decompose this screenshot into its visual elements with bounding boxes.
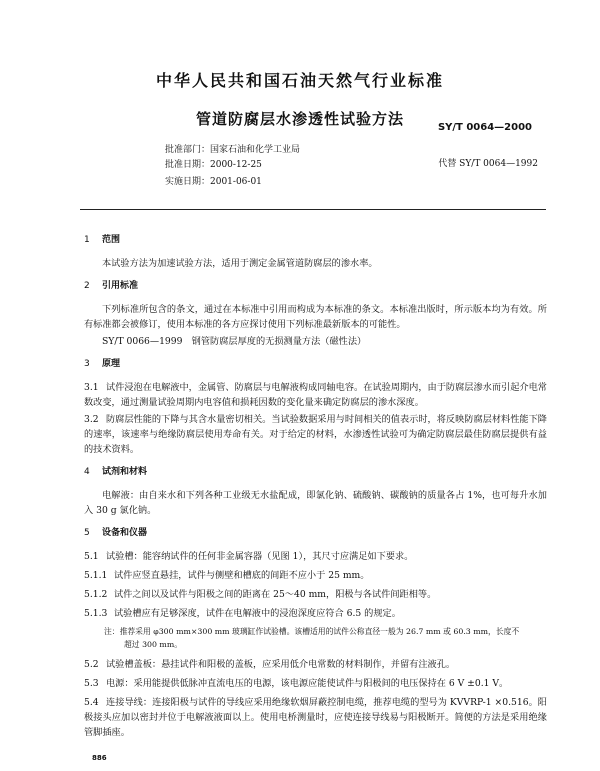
paragraph: 电解液：由自来水和下列各种工业级无水盐配成，即氯化钠、硫酸钠、碳酸钠的质量各占 1%，也可每升水加入 30 g 氯化钠。 — [84, 490, 547, 516]
clause: 3.1 试件浸泡在电解液中，金属管、防腐层与电解液构成同轴电容。在试验周期内，由于防腐层渗水而引起介电常数改变，通过测量试验周期内电容值和损耗因数的变化量来确定防腐层的渗水深度。 — [84, 382, 547, 408]
clause: 3.2 防腐层性能的下降与其含水量密切相关。当试验数据采用与时间相关的值表示时，将反映防腐层材料性能下降的速率，该速率与绝缘防腐层使用寿命有关。对于给定的材料，水渗透性试验可为确定防腐层最佳防腐层提供有益的技术资料。 — [84, 414, 547, 455]
approved-date: 批准日期：2000-12-25 — [165, 160, 262, 170]
clause: 5.1 试验槽：能容纳试件的任何非金属容器（见图 1），其尺寸应满足如下要求。 — [84, 551, 414, 562]
clause: 5.4 连接导线：连接阳极与试件的导线应采用绝缘软烟屏蔽控制电缆，推荐电缆的型号为 KVVRP-1 ×0.516。阳极接头应加以密封并位于电解液液面以上。使用电桥测量时，应使连接导线易与阳极断开。简便的方法是采用绝缘管脚插座。 — [84, 697, 547, 738]
section-heading: 2 引用标准 — [84, 281, 139, 291]
standard-number: SY/T 0064—2000 — [437, 122, 532, 133]
section-heading: 1 范围 — [84, 235, 121, 245]
clause: 5.1.1 试件应竖直悬挂，试件与侧壁和槽底的间距不应小于 25 mm。 — [84, 570, 370, 581]
approved-by: 批准部门：国家石油和化学工业局 — [165, 145, 301, 155]
header-divider — [80, 209, 546, 210]
section-heading: 5 设备和仪器 — [84, 528, 148, 538]
clause: 5.1.2 试件之间以及试件与阳极之间的距离在 25～40 mm，阳极与各试件间距相等。 — [84, 589, 437, 600]
section-heading: 4 试剂和材料 — [84, 467, 148, 477]
document-title: 管道防腐层水渗透性试验方法 — [195, 110, 404, 128]
reference-item: SY/T 0066—1999 钢管防腐层厚度的无损测量方法（磁性法） — [102, 336, 367, 347]
section-heading: 3 原理 — [84, 359, 121, 369]
note: 注：推荐采用 φ300 mm×300 mm 玻璃缸作试验槽。该槽适用的试件公称直径一般为 26.7 mm 或 60.3 mm，长度不 超过 300 mm。 — [104, 627, 520, 649]
document-body — [84, 233, 547, 748]
page-number: 886 — [92, 754, 107, 762]
clause: 5.3 电源：采用能提供低脉冲直流电压的电源，该电源应能使试件与阳极间的电压保持在 6 V ±0.1 V。 — [84, 678, 509, 689]
issuing-organization: 中华人民共和国石油天然气行业标准 — [155, 71, 444, 90]
clause: 5.1.3 试验槽应有足够深度，试件在电解液中的浸泡深度应符合 6.5 的规定。 — [84, 608, 401, 619]
replaces-standard: 代替 SY/T 0064—1992 — [438, 159, 538, 169]
paragraph: 本试验方法为加速试验方法，适用于测定金属管道防腐层的渗水率。 — [102, 258, 378, 269]
effective-date: 实施日期：2001-06-01 — [165, 177, 262, 187]
paragraph: 下列标准所包含的条文，通过在本标准中引用而构成为本标准的条文。本标准出版时，所示版本均为有效。所有标准都会被修订，使用本标准的各方应探讨使用下列标准最新版本的可能性。 — [84, 304, 547, 330]
clause: 5.2 试验槽盖板：悬挂试件和阳极的盖板，应采用低介电常数的材料制作，并留有注液孔。 — [84, 659, 456, 670]
